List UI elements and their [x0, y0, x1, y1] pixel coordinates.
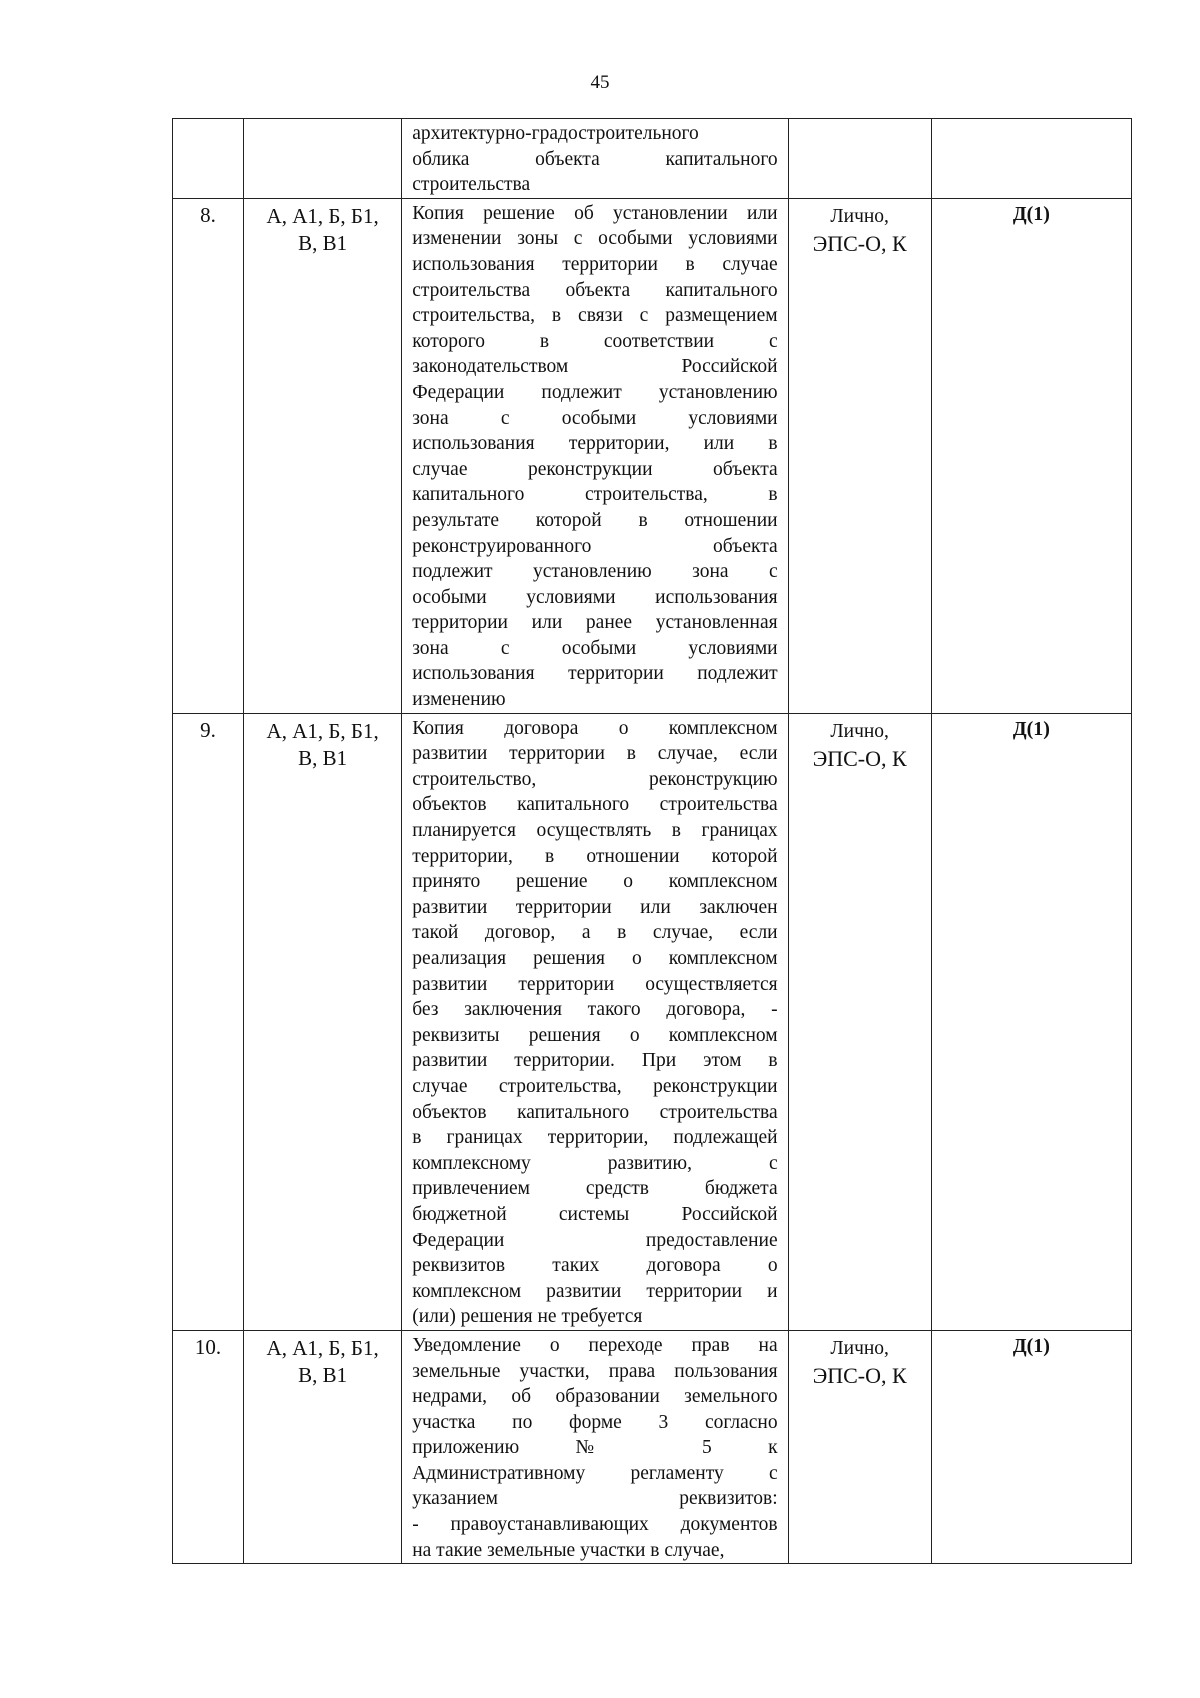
document-description-line: территории или ранее установленная: [412, 612, 778, 634]
applicant-category-cell: [244, 198, 402, 713]
document-description-line: которого в соответствии с: [412, 330, 778, 352]
document-type-code-cell: Д(1): [931, 198, 1131, 713]
document-description-line: развитии территории или заключен: [412, 896, 778, 918]
document-description-line: на такие земельные участки в случае,: [412, 1539, 725, 1561]
page-number: 45: [590, 72, 610, 93]
document-description-line: реквизиты решения о комплексном: [412, 1024, 778, 1046]
document-description-line: - правоустанавливающих документов: [412, 1514, 778, 1536]
document-description-line: случае строительства, реконструкции: [412, 1075, 778, 1097]
document-description-line: реализация решения о комплексном: [412, 948, 778, 969]
document-description-line: Административному регламенту с: [412, 1462, 778, 1484]
submission-method-line: ЭПС-О, К: [812, 1362, 907, 1388]
document-description-line: объектов капитального строительства: [412, 794, 778, 816]
document-description-line: результате которой в отношении: [412, 509, 778, 531]
submission-method-line: Лично,: [830, 720, 889, 742]
document-description-line: Копия решение об установлении или: [412, 202, 778, 224]
document-description-line: земельные участки, права пользования: [412, 1360, 778, 1382]
submission-method-line: Лично,: [830, 1337, 889, 1359]
applicant-category-line: А, А1, Б, Б1,: [266, 203, 379, 228]
row-number-cell: [173, 119, 244, 199]
row-number-cell: 9.: [173, 713, 244, 1330]
document-description-line: подлежит установлению зона с: [412, 561, 778, 583]
document-description-line: использования территории в случае: [412, 253, 778, 275]
document-description-line: зона с особыми условиями: [412, 407, 778, 429]
document-description-line: недрами, об образовании земельного: [412, 1386, 778, 1408]
document-description-line: использования территории, или в: [412, 433, 778, 455]
document-description-line: строительства: [412, 174, 531, 196]
document-description-line: облика объекта капитального: [412, 148, 778, 170]
submission-method-cell: [788, 198, 931, 713]
document-description-line: участка по форме 3 согласно: [412, 1411, 778, 1433]
applicant-category-line: А, А1, Б, Б1,: [266, 1335, 379, 1360]
document-description-line: зона с особыми условиями: [412, 637, 778, 659]
document-description-line: территории, в отношении которой: [412, 845, 778, 867]
document-description-line: планируется осуществлять в границах: [412, 820, 778, 842]
document-description-line: реконструированного объекта: [412, 535, 778, 557]
applicant-category-line: В, В1: [298, 745, 348, 770]
document-description-cell: [402, 198, 788, 713]
document-description-line: бюджетной системы Российской: [412, 1203, 778, 1225]
document-description-line: особыми условиями использования: [412, 586, 778, 608]
document-description-line: комплексном развитии территории и: [412, 1280, 778, 1302]
submission-method-line: ЭПС-О, К: [812, 745, 907, 771]
submission-method-line: ЭПС-О, К: [812, 230, 907, 256]
document-description-line: объектов капитального строительства: [412, 1101, 778, 1123]
applicant-category-line: В, В1: [298, 230, 348, 255]
applicant-category-line: А, А1, Б, Б1,: [266, 718, 379, 743]
row-number-cell: 10.: [173, 1330, 244, 1563]
document-description-line: строительство, реконструкцию: [412, 768, 778, 790]
document-description-line: комплексному развитию, с: [412, 1152, 778, 1174]
submission-method-cell: [788, 119, 931, 199]
document-description-line: Федерации подлежит установлению: [412, 381, 778, 403]
document-type-code-cell: [931, 119, 1131, 199]
table-row: [173, 119, 1132, 199]
table-row: [173, 1330, 1132, 1563]
document-description-line: Уведомление о переходе прав на: [412, 1334, 778, 1356]
document-description-cell: [402, 713, 788, 1330]
document-description-line: без заключения такого договора, -: [412, 999, 778, 1021]
table-row: [173, 198, 1132, 713]
submission-method-cell: [788, 713, 931, 1330]
applicant-category-line: В, В1: [298, 1362, 348, 1387]
document-description-line: (или) решения не требуется: [412, 1306, 643, 1328]
row-number-cell: 8.: [173, 198, 244, 713]
document-description-line: такой договор, а в случае, если: [412, 922, 778, 944]
document-description-line: строительства объекта капитального: [412, 279, 778, 301]
document-description-line: использования территории подлежит: [412, 663, 778, 685]
submission-method-cell: [788, 1330, 931, 1563]
table-row: [173, 713, 1132, 1330]
document-description-line: развитии территории осуществляется: [412, 973, 778, 995]
document-description-line: в границах территории, подлежащей: [412, 1127, 778, 1149]
document-description-line: реквизитов таких договора о: [412, 1255, 778, 1277]
document-description-line: случае реконструкции объекта: [412, 458, 778, 480]
document-description-line: изменению: [412, 689, 506, 711]
document-description-line: законодательством Российской: [412, 356, 778, 378]
document-description-line: Федерации предоставление: [412, 1229, 778, 1251]
document-description-cell: [402, 1330, 788, 1563]
document-description-line: указанием реквизитов:: [412, 1488, 778, 1510]
document-description-line: архитектурно-градостроительного: [412, 123, 699, 144]
document-type-code-cell: Д(1): [931, 713, 1131, 1330]
document-description-line: развитии территории. При этом в: [412, 1050, 778, 1072]
document-description-line: принято решение о комплексном: [412, 871, 778, 893]
document-description-line: приложению № 5 к: [412, 1437, 778, 1459]
documents-table: [172, 118, 1132, 1564]
submission-method-line: Лично,: [830, 205, 889, 227]
document-description-line: капитального строительства, в: [412, 484, 778, 506]
document-description-line: Копия договора о комплексном: [412, 717, 778, 739]
applicant-category-cell: [244, 713, 402, 1330]
document-description-line: развитии территории в случае, если: [412, 743, 778, 765]
applicant-category-cell: [244, 119, 402, 199]
document-description-line: изменении зоны с особыми условиями: [412, 228, 778, 250]
document-description-line: привлечением средств бюджета: [412, 1178, 778, 1200]
document-type-code-cell: Д(1): [931, 1330, 1131, 1563]
document-description-cell: [402, 119, 788, 199]
document-description-line: строительства, в связи с размещением: [412, 305, 778, 327]
applicant-category-cell: [244, 1330, 402, 1563]
